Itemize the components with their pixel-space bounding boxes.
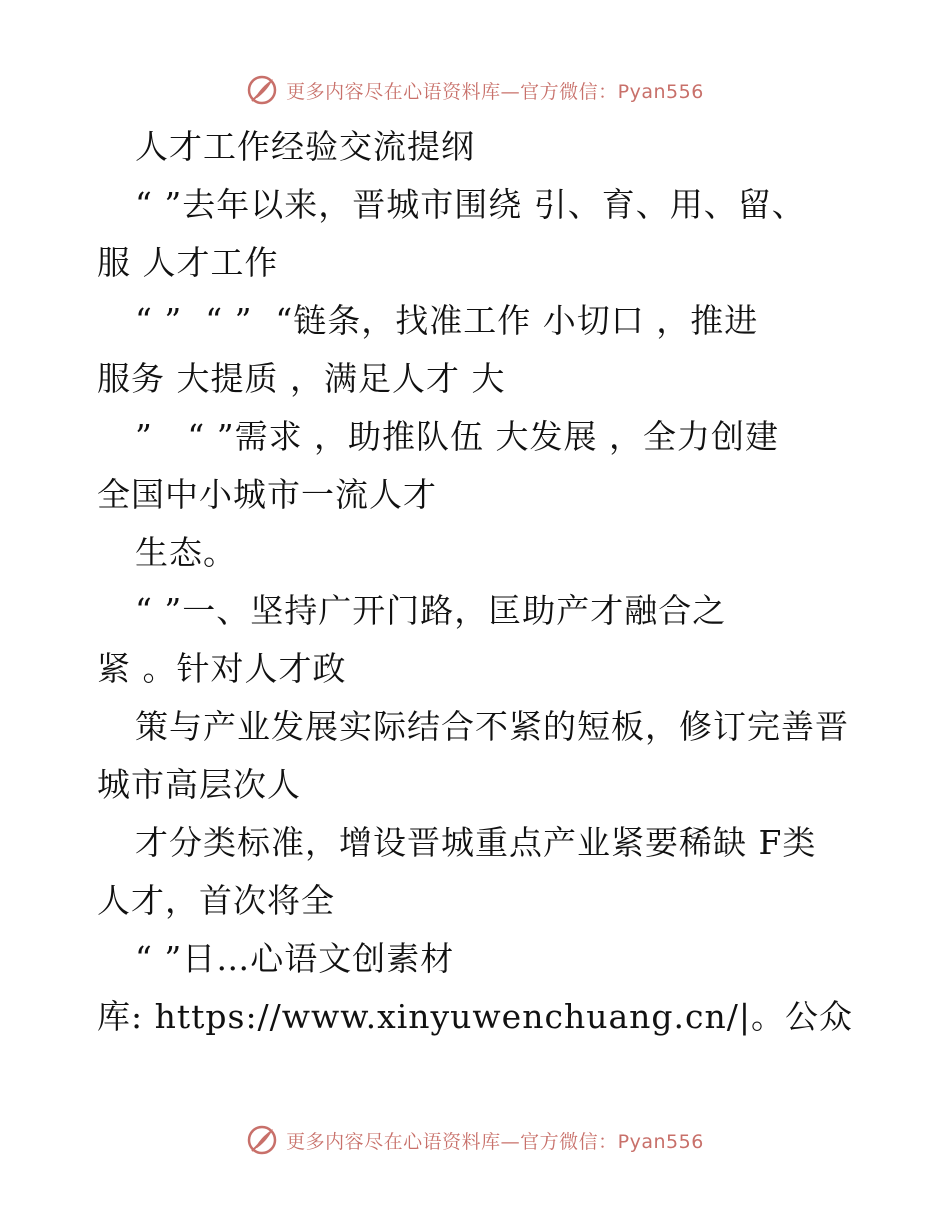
paragraph-line: 策与产业发展实际结合不紧的短板，修订完善晋 <box>135 707 849 746</box>
header-watermark <box>0 72 950 108</box>
watermark-handle: Pyan556 <box>617 80 704 103</box>
feather-pen-logo-icon <box>246 1124 278 1156</box>
paragraph-line: “ ” “ ” “链条，找准工作 小切口 ，推进 <box>135 301 759 340</box>
paragraph-line: 服 人才工作 <box>97 243 279 282</box>
document-body <box>97 118 877 1046</box>
paragraph-line: 人才，首次将全 <box>97 881 335 920</box>
footer-watermark <box>0 1122 950 1158</box>
paragraph-line: “ ”日…心语文创素材 <box>135 939 455 978</box>
section-heading-line: “ ”一、坚持广开门路，匡助产才融合之 <box>135 591 727 630</box>
paragraph-line: “ ”去年以来，晋城市围绕 引、育、用、留、 <box>135 185 806 224</box>
document-title: 人才工作经验交流提纲 <box>135 127 475 166</box>
paragraph-line: 生态。 <box>135 533 237 572</box>
watermark-text <box>286 77 704 104</box>
watermark-label: 更多内容尽在心语资料库—官方微信： <box>286 1130 618 1153</box>
watermark-text <box>286 1127 704 1154</box>
paragraph-line: 紧 。针对人才政 <box>97 649 347 688</box>
paragraph-line: 全国中小城市一流人才 <box>97 475 437 514</box>
paragraph-line: 服务 大提质 ，满足人才 大 <box>97 359 506 398</box>
feather-pen-logo-icon <box>246 74 278 106</box>
paragraph-line: 城市高层次人 <box>97 765 301 804</box>
watermark-label: 更多内容尽在心语资料库—官方微信： <box>286 80 618 103</box>
paragraph-line: 才分类标准，增设晋城重点产业紧要稀缺 F类 <box>135 823 817 862</box>
url-line: 库: https://www.xinyuwenchuang.cn/|。公众 <box>97 997 853 1036</box>
watermark-handle: Pyan556 <box>617 1130 704 1153</box>
paragraph-line: ” “ ”需求 ，助推队伍 大发展 ，全力创建 <box>135 417 780 456</box>
